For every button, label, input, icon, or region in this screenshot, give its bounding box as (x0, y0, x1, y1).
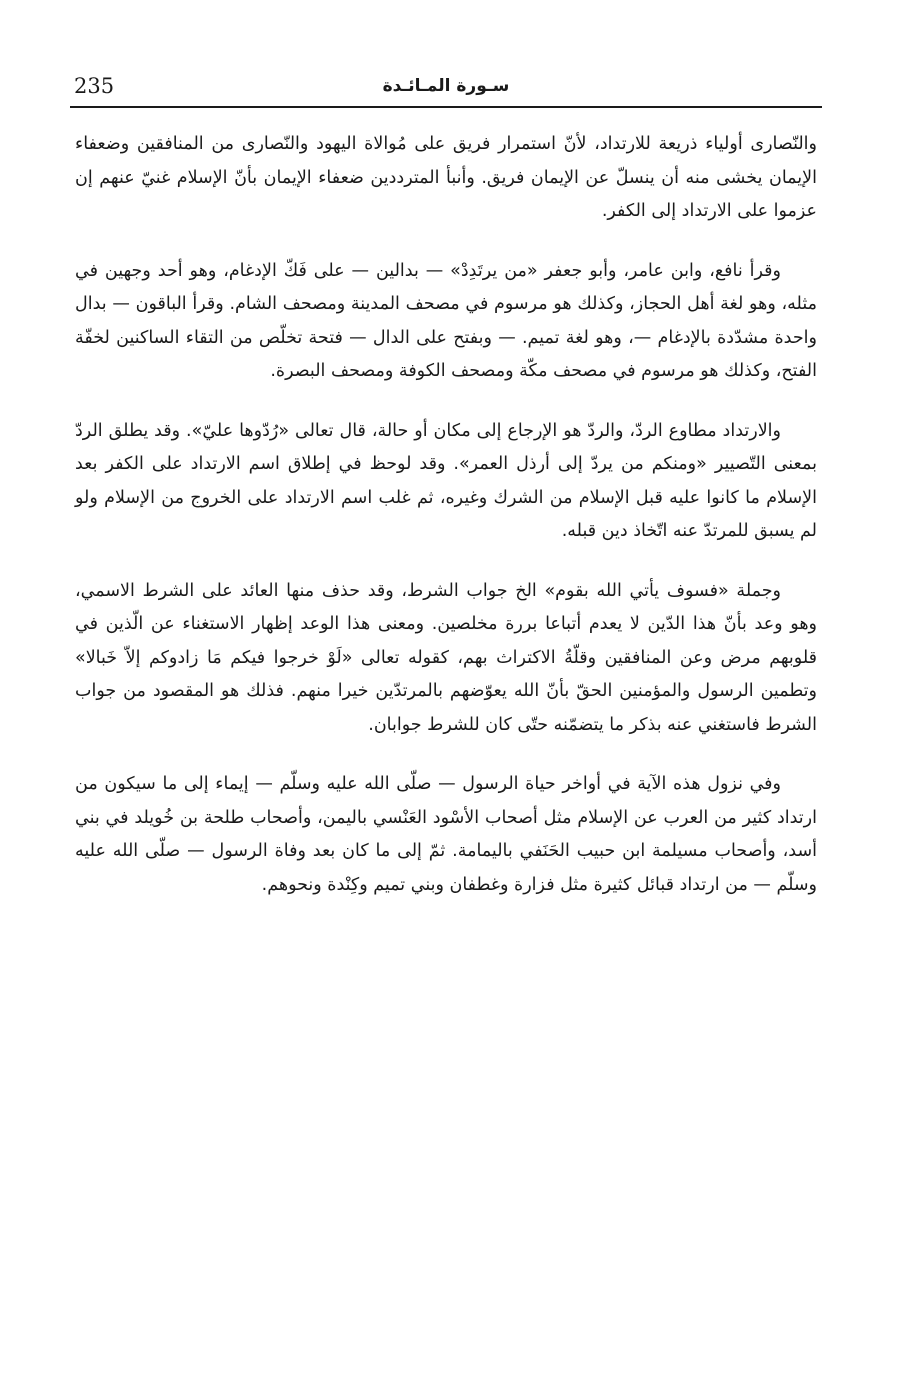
paragraph-5: وفي نزول هذه الآية في أواخر حياة الرسول — صلّى الله عليه وسلّم — إيماء إلى ما سيكون من ارتداد كثير من العرب عن الإسلام مثل أصحاب الأسْود العَنْسي باليمن، وأصحاب طلحة بن خُويلد في بني أسد، وأصحاب مسيلمة ابن حبيب الحَنَفي باليمامة. ثمّ إلى ما كان بعد وفاة الرسول — صلّى الله عليه وسلّم — من ارتداد قبائل كثيرة مثل فزارة وغطفان وبني تميم وكِنْدة ونحوهم. (75, 774, 817, 895)
body-text (75, 128, 817, 902)
surah-title: سـورة المـائـدة (382, 76, 510, 96)
paragraph-gap (75, 229, 817, 255)
page-number: 235 (74, 74, 115, 98)
paragraph-3: والارتداد مطاوع الردّ، والردّ هو الإرجاع إلى مكان أو حالة، قال تعالى «رُدّوها عليّ». وقد يطلق الردّ بمعنى التّصيير «ومنكم من يردّ إلى أرذل العمر». وقد لوحظ في إطلاق اسم الارتداد على الكفر بعد الإسلام ما كانوا عليه قبل الإسلام من الشرك وغيره، ثم غلب اسم الارتداد على الخروج من الإسلام ولو لم يسبق للمرتدّ عنه اتّخاذ دين قبله. (75, 420, 817, 541)
paragraph-gap (75, 389, 817, 415)
paragraph-gap (75, 742, 817, 768)
paragraph-1: والنّصارى أولياء ذريعة للارتداد، لأنّ استمرار فريق على مُوالاة اليهود والنّصارى من المنافقين وضعفاء الإيمان يخشى منه أن ينسلّ عن الإيمان فريق. وأنبأ المترددين ضعفاء الإيمان بأنّ الإسلام غنيّ عنهم إن عزموا على الارتداد إلى الكفر. (75, 134, 817, 221)
paragraph-4: وجملة «فسوف يأتي الله بقوم» الخ جواب الشرط، وقد حذف منها العائد على الشرط الاسمي، وهو وعد بأنّ هذا الدّين لا يعدم أتباعا بررة مخلصين. ومعنى هذا الوعد إظهار الاستغناء عن الّذين في قلوبهم مرض وعن المنافقين وقلّةُ الاكتراث بهم، كقوله تعالى «لَوْ خرجوا فيكم مَا زادوكم إلاّ خَبالا» وتطمين الرسول والمؤمنين الحقّ بأنّ الله يعوّضهم بالمرتدّين خيرا منهم. فذلك هو المقصود من جواب الشرط فاستغني عنه بذكر ما يتضمّنه حتّى كان للشرط جوابان. (75, 580, 817, 735)
paragraph-gap (75, 549, 817, 575)
header-rule (70, 106, 822, 108)
paragraph-2: وقرأ نافع، وابن عامر، وأبو جعفر «من يرتَدِدْ» — بدالين — على فَكّ الإدغام، وهو أحد وجهين في مثله، وهو لغة أهل الحجاز، وكذلك هو مرسوم في مصحف المدينة ومصحف الشام. وقرأ الباقون — بدال واحدة مشدّدة بالإدغام —، وهو لغة تميم. — وبفتح على الدال — فتحة تخلّص من التقاء الساكنين لخفّة الفتح، وكذلك هو مرسوم في مصحف مكّة ومصحف الكوفة ومصحف البصرة. (75, 260, 817, 381)
page-header (70, 70, 822, 106)
